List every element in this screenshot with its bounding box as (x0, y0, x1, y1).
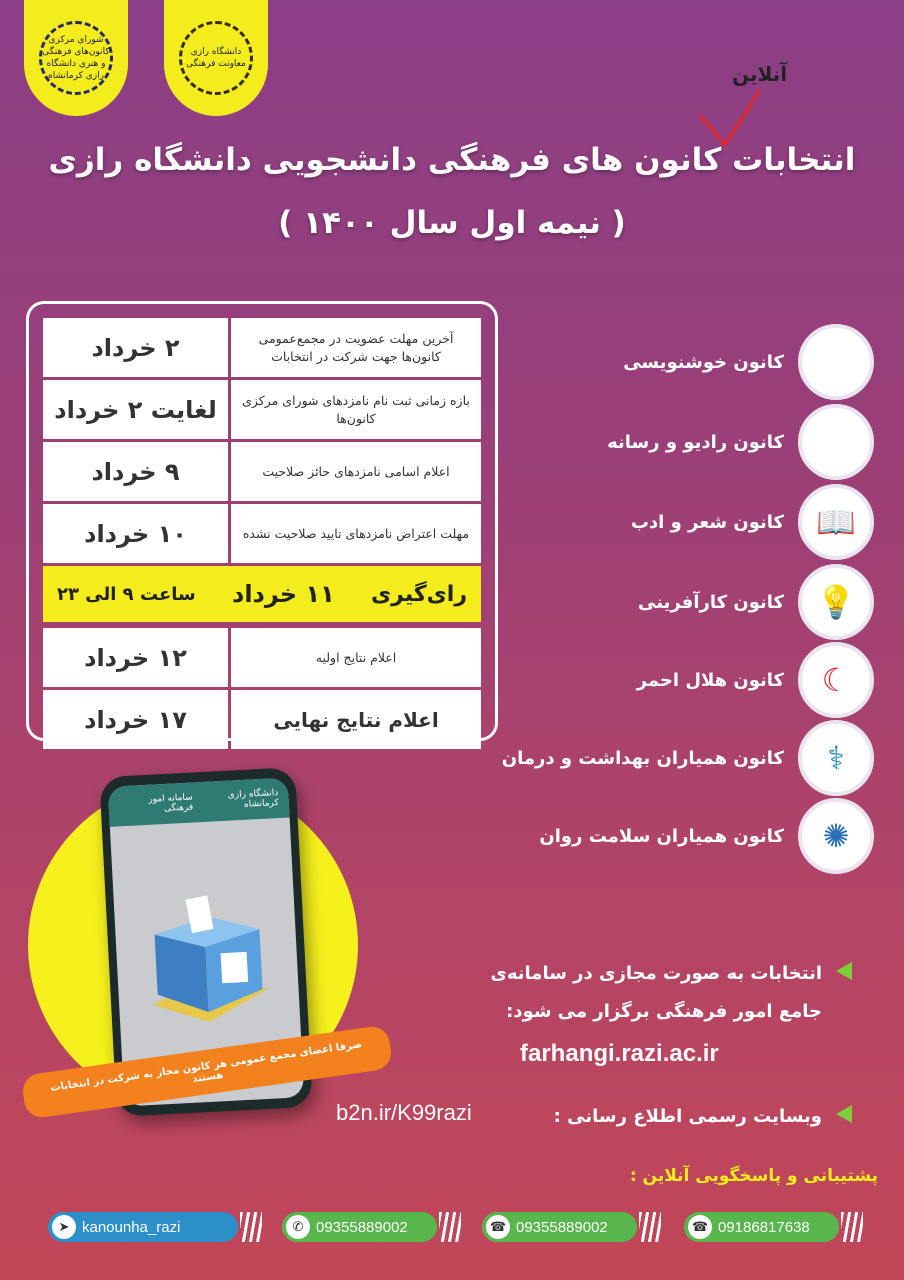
page-subtitle: ( نیمه اول سال ۱۴۰۰ ) (278, 205, 626, 241)
info-line: وبسایت رسمی اطلاع رسانی : (553, 1106, 822, 1127)
schedule-date: ۱۷ خرداد (43, 690, 228, 749)
club-item (607, 404, 874, 480)
voting-label: رای‌گیری (371, 581, 467, 607)
stripe-decoration (240, 1212, 262, 1242)
telegram-icon: ➤ (52, 1215, 76, 1239)
razi-university-logo-text: دانشگاه رازی معاونت فرهنگی (179, 21, 253, 95)
club-name: کانون هلال احمر (636, 669, 784, 691)
phone-icon: ☎ (486, 1215, 510, 1239)
contact-text: 09355889002 (316, 1218, 408, 1236)
schedule-desc: اعلام نتایج اولیه (231, 628, 481, 687)
mind-icon: ✺ (798, 798, 874, 874)
club-name: کانون همیاران سلامت روان (539, 825, 784, 847)
club-item (539, 798, 874, 874)
app-title: دانشگاه رازی کرمانشاه (227, 788, 280, 810)
schedule-row (43, 628, 481, 687)
voting-row (43, 566, 481, 622)
whatsapp-contact[interactable] (282, 1212, 437, 1242)
schedule-table (26, 301, 498, 741)
contact-text: 09186817638 (718, 1218, 810, 1236)
app-header (108, 778, 290, 827)
club-name: کانون خوشنویسی (623, 351, 784, 373)
schedule-desc: اعلام نتایج نهایی (231, 690, 481, 749)
website-url-link[interactable]: b2n.ir/K99razi (336, 1100, 472, 1125)
schedule-date: ۹ خرداد (43, 442, 228, 501)
stripe-decoration (639, 1212, 661, 1242)
page-title: انتخابات کانون های فرهنگی دانشجویی دانشگاه رازی (48, 142, 856, 178)
club-name: کانون همیاران بهداشت و درمان (501, 747, 784, 769)
contact-text: 09355889002 (516, 1218, 608, 1236)
schedule-desc: بازه زمانی ثبت نام نامزدهای شورای مرکزی کانون‌ها (231, 380, 481, 439)
schedule-row (43, 690, 481, 749)
red-crescent-icon: ☾ (798, 642, 874, 718)
phone-icon: ☎ (688, 1215, 712, 1239)
lightbulb-gear-icon: 💡 (798, 564, 874, 640)
arrow-icon (836, 1105, 852, 1123)
calligraphy-icon: ✒ (798, 324, 874, 400)
info-line: جامع امور فرهنگی برگزار می شود: (506, 1001, 822, 1022)
schedule-desc: مهلت اعتراض نامزدهای تایید صلاحیت نشده (231, 504, 481, 563)
club-item (637, 642, 874, 718)
book-icon: 📖 (798, 484, 874, 560)
stripe-decoration (439, 1212, 461, 1242)
club-name: کانون کارآفرینی (638, 591, 784, 613)
club-item (502, 720, 874, 796)
schedule-row (43, 318, 481, 377)
app-subtitle: سامانه امور فرهنگی (148, 792, 194, 815)
schedule-row (43, 504, 481, 563)
online-tag: آنلاین (732, 62, 788, 86)
arrow-icon (836, 962, 852, 980)
info-line: انتخابات به صورت مجازی در سامانه‌ی (490, 963, 822, 984)
stripe-decoration (841, 1212, 863, 1242)
schedule-date: ۲ خرداد (43, 318, 228, 377)
schedule-date: لغایت ۲ خرداد (43, 380, 228, 439)
eligibility-ribbon: صرفا اعضای مجمع عمومی هر کانون مجاز به شرکت در انتخابات هستند (21, 1024, 394, 1119)
phone-contact[interactable] (684, 1212, 839, 1242)
razi-university-logo (164, 0, 268, 116)
phone-contact[interactable] (482, 1212, 637, 1242)
schedule-row (43, 380, 481, 439)
club-item (631, 484, 874, 560)
microphone-icon: 🎙 (798, 404, 874, 480)
voting-time: ساعت ۹ الی ۲۳ (57, 583, 196, 605)
contact-text: kanounha_razi (82, 1218, 181, 1236)
schedule-date: ۱۲ خرداد (43, 628, 228, 687)
club-name: کانون رادیو و رسانه (607, 431, 784, 453)
whatsapp-icon: ✆ (286, 1215, 310, 1239)
system-url-link[interactable]: farhangi.razi.ac.ir (520, 1040, 719, 1067)
schedule-desc: اعلام اسامی نامزدهای حائز صلاحیت (231, 442, 481, 501)
caduceus-icon: ⚕ (798, 720, 874, 796)
club-name: کانون شعر و ادب (630, 511, 784, 533)
ballot-box-icon (137, 889, 274, 1026)
club-item (638, 564, 874, 640)
support-title: پشتیبانی و پاسخگویی آنلاین : (629, 1166, 878, 1186)
schedule-row (43, 442, 481, 501)
club-item (623, 324, 874, 400)
central-council-logo-text: شورای مرکزی کانون‌های فرهنگی و هنری دانشگاه رازی کرمانشاه (39, 21, 113, 95)
schedule-desc: آخرین مهلت عضویت در مجمع‌عمومی کانون‌ها جهت شرکت در انتخابات (231, 318, 481, 377)
voting-date: ۱۱ خرداد (232, 580, 335, 608)
telegram-contact[interactable] (48, 1212, 238, 1242)
central-council-logo (24, 0, 128, 116)
schedule-date: ۱۰ خرداد (43, 504, 228, 563)
